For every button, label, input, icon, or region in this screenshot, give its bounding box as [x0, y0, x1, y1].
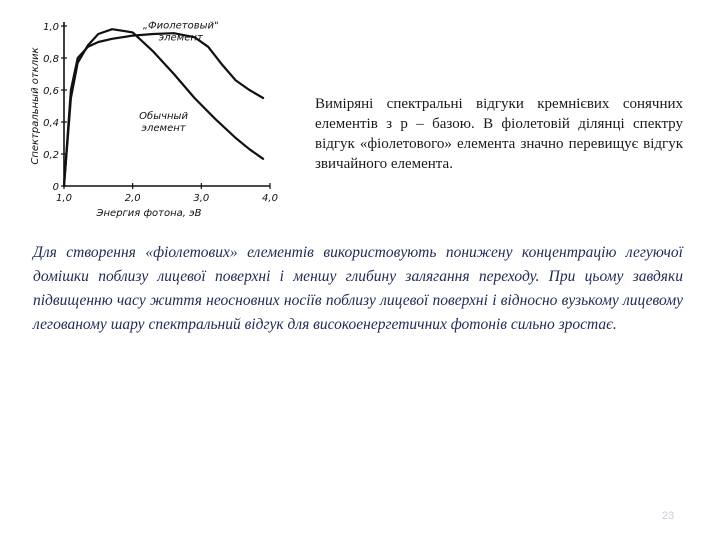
x-tick-label: 3,0 [193, 193, 210, 204]
figure-caption: Виміряні спектральні відгуки кремнієвих сонячних елементів з p – базою. В фіолетовій ділянці спектру відгук «фіолетового» елемента значно перевищує відгук звичайного елемента. [315, 96, 683, 173]
violet-element-curve [64, 33, 263, 186]
x-tick-label: 4,0 [262, 193, 278, 204]
spectral-response-chart [28, 16, 278, 221]
y-axis-label: Спектральный отклик [30, 47, 41, 165]
x-axis-label: Энергия фотона, эВ [96, 208, 202, 219]
plot-area [30, 20, 278, 219]
body-paragraph: Для створення «фіолетових» елементів використовують понижену концентрацію легуючої домішки поблизу лицевої поверхні і меншу глибину залягання переходу. При цьому завдяки підвищенню часу життя неосновних носіїв поблизу лицевої поверхні і відносно вузькому лицевому легованому шару спектральний відгук для високоенергетичних фотонів сильно зростає. [33, 244, 683, 334]
series-label-line: элемент [158, 32, 203, 44]
y-tick-label: 1,0 [43, 22, 59, 33]
y-tick-label: 0,6 [43, 86, 59, 97]
y-tick-label: 0 [52, 182, 59, 193]
y-tick-label: 0,8 [43, 54, 59, 65]
ordinary-element-label [139, 110, 188, 134]
series-label-line: элемент [141, 122, 186, 134]
series-label-line: Обычный [139, 110, 188, 122]
y-tick-label: 0,2 [43, 150, 59, 161]
ordinary-element-curve [64, 29, 263, 186]
violet-element-label [143, 20, 219, 43]
x-tick-label: 2,0 [124, 193, 141, 204]
x-tick-label: 1,0 [56, 193, 72, 204]
series-label-line: „Фиолетовый" [142, 20, 219, 32]
page-number: 23 [662, 510, 675, 522]
y-tick-label: 0,4 [43, 118, 59, 129]
